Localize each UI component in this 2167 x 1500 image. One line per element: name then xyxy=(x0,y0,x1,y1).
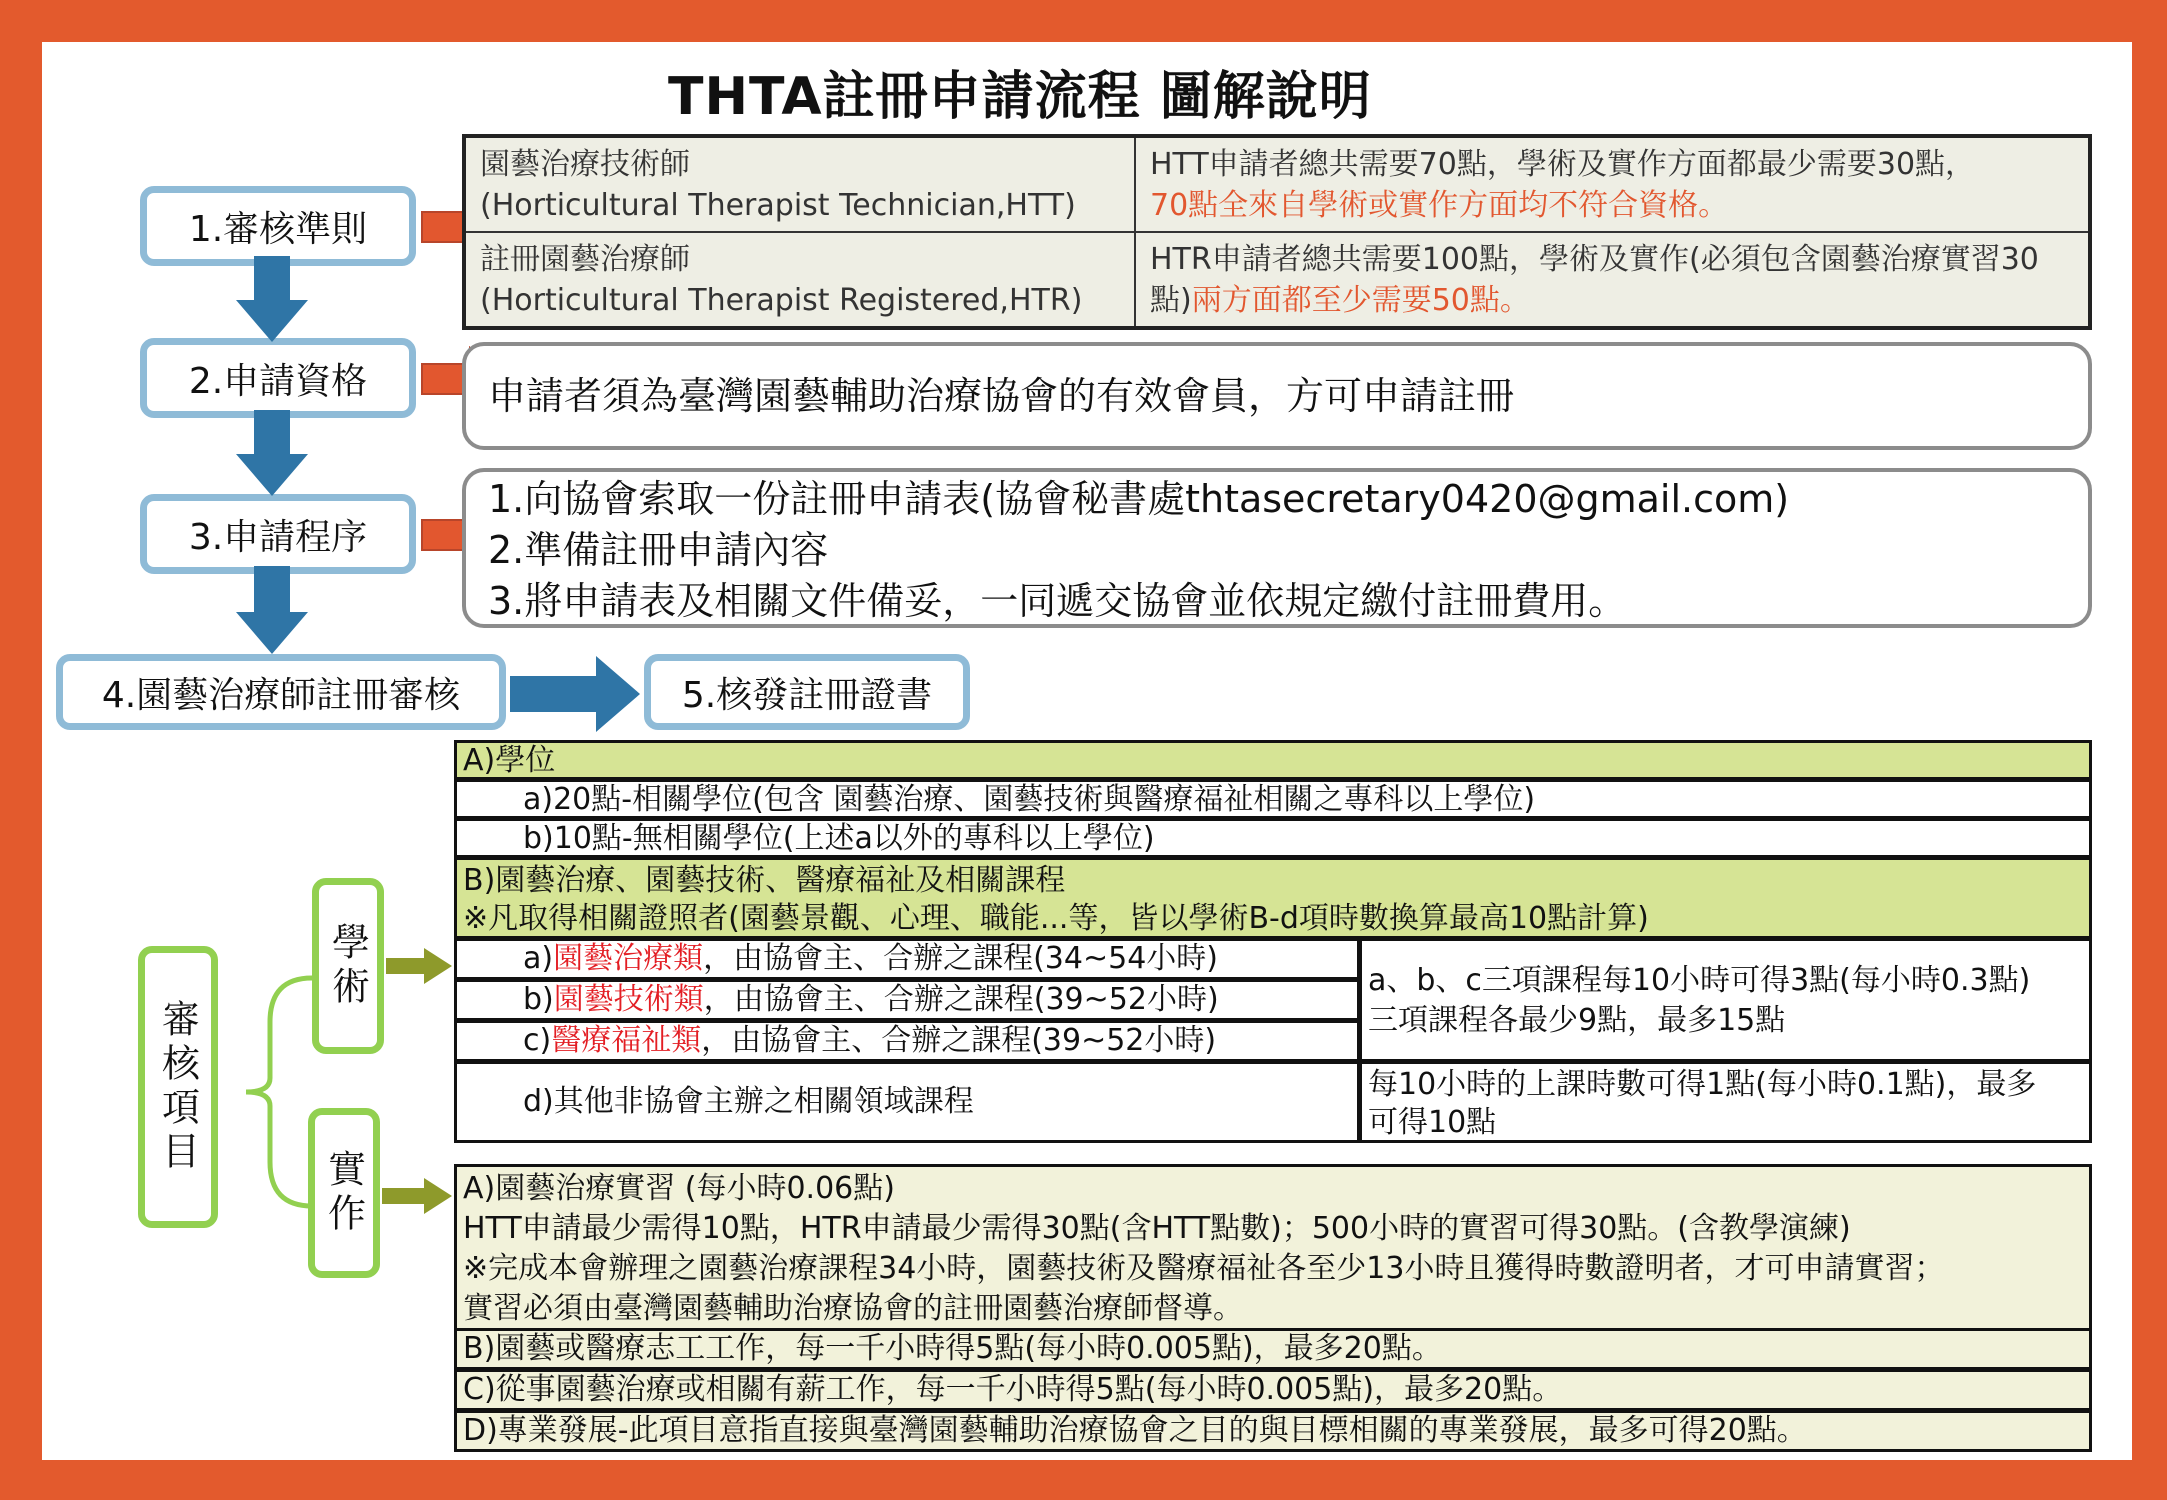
academic-abc-rule xyxy=(1359,938,2092,1062)
academic-b-a xyxy=(454,938,1360,980)
procedure-step-3: 3.將申請表及相關文件備妥，一同遞交協會並依規定繳付註冊費用。 xyxy=(488,579,1627,623)
criteria-table xyxy=(462,134,2092,330)
criteria-htt-name xyxy=(464,136,1135,232)
practice-c: C)從事園藝治療或相關有薪工作，每一千小時得5點(每小時0.005點)，最多20點。 xyxy=(454,1369,2092,1411)
academic-abc-rule-1: a、b、c三項課程每10小時可得3點(每小時0.3點) xyxy=(1368,963,2031,998)
academic-b-a-red: 園藝治療類 xyxy=(553,941,704,976)
step-3-procedure: 3.申請程序 xyxy=(140,494,416,574)
academic-b-c xyxy=(454,1020,1360,1062)
practice-b: B)園藝或醫療志工工作，每一千小時得5點(每小時0.005點)，最多20點。 xyxy=(454,1328,2092,1370)
academic-b-title: B)園藝治療、園藝技術、醫療福祉及相關課程 xyxy=(463,863,1066,898)
practice-a-title: A)園藝治療實習 (每小時0.06點) xyxy=(463,1171,895,1206)
htr-rule-red: 兩方面都至少需要50點。 xyxy=(1191,282,1530,318)
eligibility-box xyxy=(462,342,2092,450)
academic-a-b: b)10點-無相關學位(上述a以外的專科以上學位) xyxy=(454,818,2092,858)
academic-b-b xyxy=(454,979,1360,1021)
htt-name-zh: 園藝治療技術師 xyxy=(480,146,690,182)
academic-b-d: d)其他非協會主辦之相關領域課程 xyxy=(454,1061,1360,1143)
page-title: THTA註冊申請流程 圖解說明 xyxy=(668,67,1372,127)
academic-b-b-red: 園藝技術類 xyxy=(553,982,704,1017)
academic-b-header xyxy=(454,857,2092,939)
academic-a-title: A)學位 xyxy=(454,740,2092,780)
academic-b-b-prefix: b) xyxy=(523,982,554,1017)
review-items-label: 審核項目 xyxy=(138,946,218,1228)
step-5-certificate: 5.核發註冊證書 xyxy=(644,654,970,730)
academic-b-a-prefix: a) xyxy=(523,941,554,976)
htt-rule-red: 70點全來自學術或實作方面均不符合資格。 xyxy=(1150,187,1729,223)
htr-name-en: (Horticultural Therapist Registered,HTR) xyxy=(480,282,1083,318)
htr-name-zh: 註冊園藝治療師 xyxy=(480,241,690,277)
olive-arrow-icon xyxy=(384,946,454,986)
blue-down-arrow-icon xyxy=(234,408,310,498)
academic-abc-rule-2: 三項課程各最少9點，最多15點 xyxy=(1368,1003,1786,1038)
practice-a-line-2: ※完成本會辦理之園藝治療課程34小時，園藝技術及醫療福祉各至少13小時且獲得時數證明者，才可申請實習； xyxy=(463,1251,1945,1286)
practice-label: 實作 xyxy=(308,1108,380,1278)
criteria-htr-rule xyxy=(1135,232,2090,328)
procedure-step-1: 1.向協會索取一份註冊申請表(協會秘書處thtasecretary0420@gmail.com) xyxy=(488,477,1790,521)
blue-down-arrow-icon xyxy=(234,254,310,344)
procedure-box xyxy=(462,468,2092,628)
academic-b-c-rest: ，由協會主、合辦之課程(39~52小時) xyxy=(701,1023,1217,1058)
academic-b-a-rest: ，由協會主、合辦之課程(34~54小時) xyxy=(703,941,1218,976)
practice-d: D)專業發展-此項目意指直接與臺灣園藝輔助治療協會之目的與目標相關的專業發展，最多可得20點。 xyxy=(454,1410,2092,1452)
academic-b-c-red: 醫療福祉類 xyxy=(551,1023,702,1058)
olive-arrow-icon xyxy=(380,1176,454,1216)
criteria-htr-name xyxy=(464,232,1135,328)
step-1-criteria: 1.審核準則 xyxy=(140,186,416,266)
academic-label: 學術 xyxy=(312,878,384,1054)
academic-b-b-rest: ，由協會主、合辦之課程(39~52小時) xyxy=(703,982,1219,1017)
step-2-eligibility: 2.申請資格 xyxy=(140,338,416,418)
academic-b-c-prefix: c) xyxy=(523,1023,552,1058)
step-4-review: 4.園藝治療師註冊審核 xyxy=(56,654,506,730)
blue-down-arrow-icon xyxy=(234,564,310,656)
criteria-row-htr xyxy=(464,232,2090,328)
criteria-row-htt xyxy=(464,136,2090,232)
criteria-htt-rule xyxy=(1135,136,2090,232)
htt-name-en: (Horticultural Therapist Technician,HTT) xyxy=(480,187,1076,223)
academic-d-rule-2: 可得10點 xyxy=(1368,1105,1497,1140)
htr-rule: HTR申請者總共需要100點，學術及實作(必須包含園藝治療實習30點) xyxy=(1150,241,2039,318)
practice-a-line-3: 實習必須由臺灣園藝輔助治療協會的註冊園藝治療師督導。 xyxy=(463,1291,1243,1326)
bracket-connector xyxy=(242,972,322,1212)
procedure-step-2: 2.準備註冊申請內容 xyxy=(488,528,829,572)
slide-canvas xyxy=(42,42,2132,1460)
blue-right-arrow-icon xyxy=(508,654,642,734)
academic-d-rule xyxy=(1359,1061,2092,1143)
practice-a-line-1: HTT申請最少需得10點，HTR申請最少需得30點(含HTT點數)；500小時的實習可得30點。(含教學演練) xyxy=(463,1211,1851,1246)
eligibility-text: 申請者須為臺灣園藝輔助治療協會的有效會員，方可申請註冊 xyxy=(488,374,1515,418)
htt-rule: HTT申請者總共需要70點，學術及實作方面都最少需要30點， xyxy=(1150,146,1976,182)
academic-d-rule-1: 每10小時的上課時數可得1點(每小時0.1點)，最多 xyxy=(1368,1067,2037,1102)
academic-a-a: a)20點-相關學位(包含 園藝治療、園藝技術與醫療福祉相關之專科以上學位) xyxy=(454,779,2092,819)
academic-b-note: ※凡取得相關證照者(園藝景觀、心理、職能...等，皆以學術B-d項時數換算最高10點計算) xyxy=(463,901,1649,936)
